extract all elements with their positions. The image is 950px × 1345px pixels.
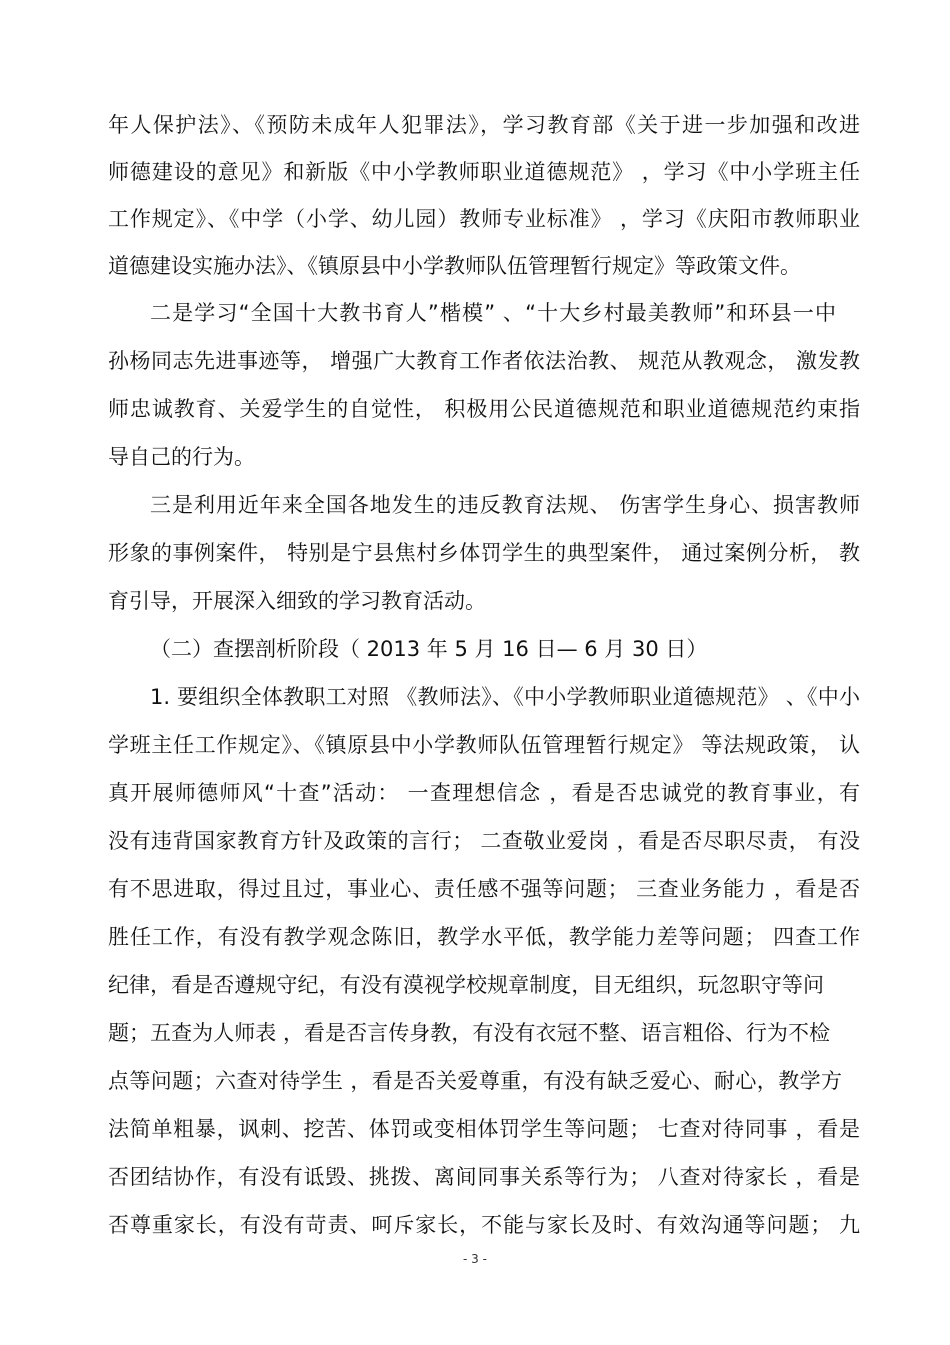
text-line: 真开展师德师风“十查”活动： 一查理想信念 ，看是否忠诚党的教育事业，有 xyxy=(108,781,860,805)
text-line: 有不思进取，得过且过，事业心、责任感不强等问题； 三查业务能力 ，看是否 xyxy=(108,877,860,901)
text-line: 法简单粗暴，讽刺、挖苦、体罚或变相体罚学生等问题； 七查对待同事 ，看是 xyxy=(108,1117,860,1141)
text-line: 师忠诚教育、关爱学生的自觉性， 积极用公民道德规范和职业道德规范约束指 xyxy=(108,397,860,421)
text-line: 道德建设实施办法》、《镇原县中小学教师队伍管理暂行规定》等政策文件。 xyxy=(108,254,801,278)
section-heading: （二）查摆剖析阶段（ 2013 年 5 月 16 日— 6 月 30 日） xyxy=(150,637,708,661)
paragraph-first-line: 三是利用近年来全国各地发生的违反教育法规、 伤害学生身心、损害教师 xyxy=(150,493,860,517)
text-line: 题；五查为人师表 ，看是否言传身教，有没有衣冠不整、语言粗俗、行为不检 xyxy=(108,1021,830,1045)
page-number: - 3 - xyxy=(463,1252,487,1266)
text-line: 点等问题；六查对待学生 ，看是否关爱尊重，有没有缺乏爱心、耐心，教学方 xyxy=(108,1069,842,1093)
text-line: 师德建设的意见》和新版《中小学教师职业道德规范》 ，学习《中小学班主任 xyxy=(108,160,860,184)
text-line: 工作规定》、《中学（小学、幼儿园）教师专业标准》 ，学习《庆阳市教师职业 xyxy=(108,207,860,231)
text-line: 胜任工作，有没有教学观念陈旧，教学水平低，教学能力差等问题； 四查工作 xyxy=(108,925,860,949)
text-line: 形象的事例案件， 特别是宁县焦村乡体罚学生的典型案件， 通过案例分析， 教 xyxy=(108,541,860,565)
text-line: 否尊重家长，有没有苛责、呵斥家长，不能与家长及时、有效沟通等问题； 九 xyxy=(108,1213,860,1237)
text-line: 育引导，开展深入细致的学习教育活动。 xyxy=(108,589,486,613)
text-line: 年人保护法》、《预防未成年人犯罪法》，学习教育部《关于进一步加强和改进 xyxy=(108,113,860,137)
text-line: 纪律，看是否遵规守纪，有没有漠视学校规章制度，目无组织，玩忽职守等问 xyxy=(108,973,824,997)
text-line: 否团结协作，有没有诋毁、挑拨、离间同事关系等行为； 八查对待家长 ，看是 xyxy=(108,1165,860,1189)
paragraph-first-line: 1. 要组织全体教职工对照 《教师法》、《中小学教师职业道德规范》 、《中小 xyxy=(150,685,860,709)
text-line: 学班主任工作规定》、《镇原县中小学教师队伍管理暂行规定》 等法规政策， 认 xyxy=(108,733,860,757)
text-line: 没有违背国家教育方针及政策的言行； 二查敬业爱岗 ，看是否尽职尽责， 有没 xyxy=(108,829,860,853)
paragraph-first-line: 二是学习“全国十大教书育人”楷模” 、“十大乡村最美教师”和环县一中 xyxy=(150,301,836,325)
text-line: 导自己的行为。 xyxy=(108,445,255,469)
text-line: 孙杨同志先进事迹等， 增强广大教育工作者依法治教、 规范从教观念， 激发教 xyxy=(108,349,860,373)
